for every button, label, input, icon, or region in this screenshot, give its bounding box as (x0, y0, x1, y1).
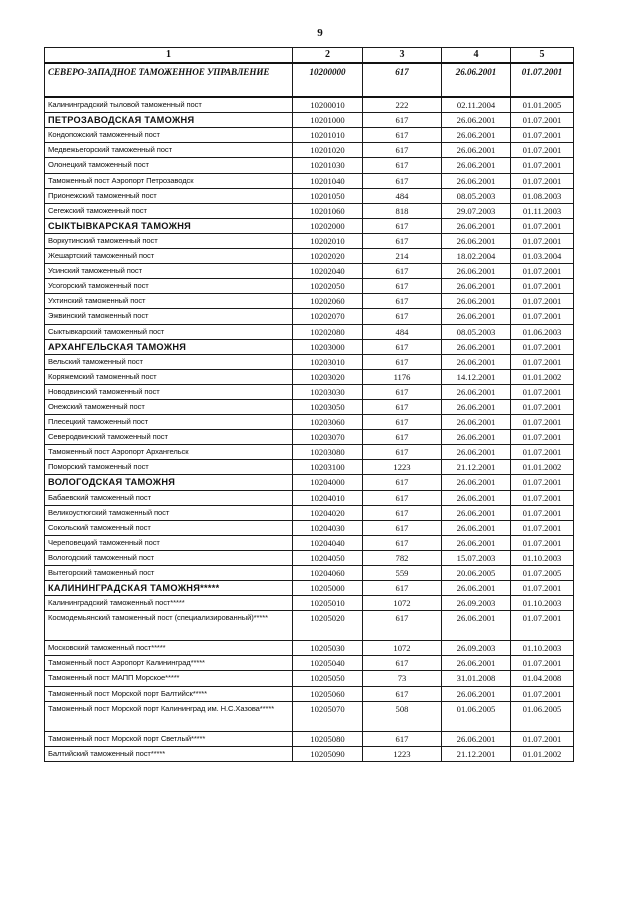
customs-posts-table (44, 47, 574, 762)
cell-start-date: 01.07.2001 (511, 218, 574, 233)
customs-post-row (45, 686, 574, 701)
customs-office-row (45, 475, 574, 490)
customs-post-row (45, 97, 574, 113)
cell-start-date: 01.07.2001 (511, 611, 574, 641)
cell-code: 10202050 (293, 279, 363, 294)
cell-name: Вытегорский таможенный пост (45, 566, 293, 581)
cell-order-number: 617 (363, 430, 442, 445)
cell-code: 10204060 (293, 566, 363, 581)
cell-name: Медвежьегорский таможенный пост (45, 143, 293, 158)
cell-order-number: 617 (363, 656, 442, 671)
cell-order-date: 26.06.2001 (442, 294, 511, 309)
cell-name: Усинский таможенный пост (45, 264, 293, 279)
cell-name: Олонецкий таможенный пост (45, 158, 293, 173)
cell-order-date: 26.06.2001 (442, 656, 511, 671)
cell-code: 10203100 (293, 460, 363, 475)
cell-code: 10204010 (293, 490, 363, 505)
cell-name: Новодвинский таможенный пост (45, 384, 293, 399)
cell-order-number: 1072 (363, 596, 442, 611)
cell-start-date: 01.07.2001 (511, 354, 574, 369)
cell-name: Балтийский таможенный пост***** (45, 746, 293, 761)
cell-order-number: 214 (363, 249, 442, 264)
cell-code: 10204030 (293, 520, 363, 535)
cell-order-date: 15.07.2003 (442, 550, 511, 565)
cell-name: КАЛИНИНГРАДСКАЯ ТАМОЖНЯ***** (45, 581, 293, 596)
cell-code: 10205040 (293, 656, 363, 671)
customs-post-row (45, 399, 574, 414)
cell-start-date: 01.07.2005 (511, 566, 574, 581)
cell-code: 10204050 (293, 550, 363, 565)
customs-post-row (45, 505, 574, 520)
cell-order-number: 617 (363, 475, 442, 490)
cell-name: Коряжемский таможенный пост (45, 369, 293, 384)
cell-name: АРХАНГЕЛЬСКАЯ ТАМОЖНЯ (45, 339, 293, 354)
cell-start-date: 01.01.2002 (511, 460, 574, 475)
cell-code: 10203020 (293, 369, 363, 384)
cell-order-date: 26.06.2001 (442, 505, 511, 520)
cell-order-date: 26.06.2001 (442, 218, 511, 233)
cell-start-date: 01.07.2001 (511, 158, 574, 173)
cell-name: Таможенный пост Аэропорт Калининград***** (45, 656, 293, 671)
customs-post-row (45, 369, 574, 384)
cell-order-number: 617 (363, 113, 442, 128)
cell-name: Эжвинский таможенный пост (45, 309, 293, 324)
cell-name: Калининградский тыловой таможенный пост (45, 97, 293, 113)
cell-order-number: 73 (363, 671, 442, 686)
cell-code: 10203060 (293, 415, 363, 430)
cell-order-number: 617 (363, 173, 442, 188)
cell-start-date: 01.07.2001 (511, 384, 574, 399)
cell-order-number: 617 (363, 218, 442, 233)
cell-order-date: 26.06.2001 (442, 158, 511, 173)
cell-order-date: 26.06.2001 (442, 339, 511, 354)
cell-order-number: 617 (363, 581, 442, 596)
cell-start-date: 01.01.2002 (511, 746, 574, 761)
cell-name: Усогорский таможенный пост (45, 279, 293, 294)
cell-order-number: 617 (363, 520, 442, 535)
cell-order-number: 484 (363, 188, 442, 203)
cell-order-date: 26.06.2001 (442, 384, 511, 399)
cell-start-date: 01.07.2001 (511, 279, 574, 294)
cell-order-number: 617 (363, 445, 442, 460)
cell-start-date: 01.07.2001 (511, 445, 574, 460)
customs-post-row (45, 173, 574, 188)
cell-name: Таможенный пост Морской порт Светлый***** (45, 731, 293, 746)
cell-start-date: 01.07.2001 (511, 143, 574, 158)
cell-name: Таможенный пост МАПП Морское***** (45, 671, 293, 686)
cell-order-date: 02.11.2004 (442, 97, 511, 113)
cell-start-date: 01.06.2005 (511, 701, 574, 731)
cell-order-date: 26.06.2001 (442, 354, 511, 369)
cell-start-date: 01.01.2002 (511, 369, 574, 384)
customs-post-row (45, 445, 574, 460)
cell-start-date: 01.10.2003 (511, 550, 574, 565)
customs-post-row (45, 158, 574, 173)
customs-post-row (45, 731, 574, 746)
cell-order-date: 26.06.2001 (442, 113, 511, 128)
cell-code: 10201030 (293, 158, 363, 173)
customs-post-row (45, 203, 574, 218)
customs-post-row (45, 535, 574, 550)
customs-post-row (45, 279, 574, 294)
cell-order-date: 26.06.2001 (442, 173, 511, 188)
cell-order-date: 26.06.2001 (442, 731, 511, 746)
cell-order-number: 617 (363, 535, 442, 550)
cell-start-date: 01.04.2008 (511, 671, 574, 686)
customs-post-row (45, 324, 574, 339)
cell-code: 10201010 (293, 128, 363, 143)
cell-start-date: 01.07.2001 (511, 294, 574, 309)
cell-name: Жешартский таможенный пост (45, 249, 293, 264)
cell-order-number: 617 (363, 339, 442, 354)
cell-order-number: 617 (363, 399, 442, 414)
cell-start-date: 01.07.2001 (511, 63, 574, 97)
cell-code: 10202020 (293, 249, 363, 264)
cell-code: 10202070 (293, 309, 363, 324)
cell-start-date: 01.07.2001 (511, 731, 574, 746)
cell-order-number: 222 (363, 97, 442, 113)
cell-start-date: 01.07.2001 (511, 399, 574, 414)
cell-start-date: 01.10.2003 (511, 596, 574, 611)
customs-office-row (45, 218, 574, 233)
cell-order-date: 26.06.2001 (442, 475, 511, 490)
customs-office-row (45, 113, 574, 128)
cell-order-date: 20.06.2005 (442, 566, 511, 581)
cell-code: 10204000 (293, 475, 363, 490)
cell-code: 10205000 (293, 581, 363, 596)
cell-start-date: 01.01.2005 (511, 97, 574, 113)
cell-order-date: 26.06.2001 (442, 279, 511, 294)
customs-post-row (45, 384, 574, 399)
cell-order-date: 26.06.2001 (442, 399, 511, 414)
cell-order-date: 31.01.2008 (442, 671, 511, 686)
cell-start-date: 01.07.2001 (511, 475, 574, 490)
cell-order-date: 26.06.2001 (442, 581, 511, 596)
cell-name: Сегежский таможенный пост (45, 203, 293, 218)
cell-order-date: 26.09.2003 (442, 596, 511, 611)
customs-post-row (45, 264, 574, 279)
cell-order-date: 26.06.2001 (442, 535, 511, 550)
customs-post-row (45, 550, 574, 565)
cell-code: 10202040 (293, 264, 363, 279)
cell-start-date: 01.07.2001 (511, 535, 574, 550)
cell-name: Космодемьянский таможенный пост (специализированный)***** (45, 611, 293, 641)
table-header-row (45, 48, 574, 64)
cell-name: Калининградский таможенный пост***** (45, 596, 293, 611)
cell-order-number: 617 (363, 63, 442, 97)
cell-code: 10200000 (293, 63, 363, 97)
customs-post-row (45, 233, 574, 248)
cell-order-date: 08.05.2003 (442, 324, 511, 339)
customs-post-row (45, 566, 574, 581)
customs-post-row (45, 520, 574, 535)
cell-order-number: 617 (363, 279, 442, 294)
cell-order-date: 26.06.2001 (442, 686, 511, 701)
cell-order-number: 617 (363, 264, 442, 279)
cell-order-date: 26.06.2001 (442, 309, 511, 324)
customs-post-row (45, 490, 574, 505)
cell-start-date: 01.10.2003 (511, 641, 574, 656)
cell-start-date: 01.07.2001 (511, 233, 574, 248)
customs-post-row (45, 701, 574, 731)
cell-order-date: 29.07.2003 (442, 203, 511, 218)
cell-order-number: 617 (363, 233, 442, 248)
cell-start-date: 01.07.2001 (511, 430, 574, 445)
customs-post-row (45, 656, 574, 671)
customs-post-row (45, 249, 574, 264)
cell-code: 10201040 (293, 173, 363, 188)
cell-name: Кондопожский таможенный пост (45, 128, 293, 143)
cell-code: 10205090 (293, 746, 363, 761)
cell-code: 10201020 (293, 143, 363, 158)
cell-start-date: 01.06.2003 (511, 324, 574, 339)
cell-code: 10203070 (293, 430, 363, 445)
cell-code: 10203000 (293, 339, 363, 354)
cell-start-date: 01.07.2001 (511, 264, 574, 279)
column-header-2: 2 (293, 48, 363, 64)
cell-order-date: 26.06.2001 (442, 415, 511, 430)
cell-code: 10202080 (293, 324, 363, 339)
cell-start-date: 01.07.2001 (511, 173, 574, 188)
cell-code: 10205060 (293, 686, 363, 701)
cell-start-date: 01.07.2001 (511, 339, 574, 354)
cell-name: Таможенный пост Аэропорт Архангельск (45, 445, 293, 460)
customs-post-row (45, 611, 574, 641)
cell-code: 10205080 (293, 731, 363, 746)
cell-code: 10205070 (293, 701, 363, 731)
cell-order-number: 617 (363, 611, 442, 641)
cell-order-number: 617 (363, 354, 442, 369)
cell-name: Ухтинский таможенный пост (45, 294, 293, 309)
cell-name: Таможенный пост Аэропорт Петрозаводск (45, 173, 293, 188)
cell-name: Сокольский таможенный пост (45, 520, 293, 535)
column-header-1: 1 (45, 48, 293, 64)
cell-name: Вельский таможенный пост (45, 354, 293, 369)
cell-order-date: 26.09.2003 (442, 641, 511, 656)
customs-post-row (45, 596, 574, 611)
cell-name: Московский таможенный пост***** (45, 641, 293, 656)
cell-order-number: 617 (363, 505, 442, 520)
cell-order-number: 617 (363, 143, 442, 158)
cell-code: 10205030 (293, 641, 363, 656)
cell-order-date: 26.06.2001 (442, 143, 511, 158)
cell-order-date: 26.06.2001 (442, 430, 511, 445)
cell-start-date: 01.07.2001 (511, 309, 574, 324)
cell-order-date: 26.06.2001 (442, 490, 511, 505)
cell-code: 10204040 (293, 535, 363, 550)
cell-code: 10205010 (293, 596, 363, 611)
cell-code: 10205020 (293, 611, 363, 641)
column-header-5: 5 (511, 48, 574, 64)
directorate-row (45, 63, 574, 97)
cell-name: Воркутинский таможенный пост (45, 233, 293, 248)
customs-office-row (45, 339, 574, 354)
cell-name: ПЕТРОЗАВОДСКАЯ ТАМОЖНЯ (45, 113, 293, 128)
cell-order-date: 26.06.2001 (442, 128, 511, 143)
cell-start-date: 01.07.2001 (511, 656, 574, 671)
cell-order-number: 559 (363, 566, 442, 581)
cell-order-number: 617 (363, 686, 442, 701)
cell-order-date: 01.06.2005 (442, 701, 511, 731)
customs-office-row (45, 581, 574, 596)
cell-code: 10203080 (293, 445, 363, 460)
cell-start-date: 01.07.2001 (511, 505, 574, 520)
cell-order-number: 484 (363, 324, 442, 339)
column-header-3: 3 (363, 48, 442, 64)
customs-post-row (45, 671, 574, 686)
cell-order-number: 1072 (363, 641, 442, 656)
cell-order-number: 508 (363, 701, 442, 731)
cell-order-number: 782 (363, 550, 442, 565)
cell-code: 10202010 (293, 233, 363, 248)
cell-order-date: 26.06.2001 (442, 233, 511, 248)
cell-order-number: 1176 (363, 369, 442, 384)
cell-order-date: 18.02.2004 (442, 249, 511, 264)
cell-code: 10202060 (293, 294, 363, 309)
cell-code: 10205050 (293, 671, 363, 686)
customs-post-row (45, 415, 574, 430)
customs-post-row (45, 143, 574, 158)
cell-order-number: 1223 (363, 746, 442, 761)
cell-start-date: 01.07.2001 (511, 415, 574, 430)
cell-name: Сыктывкарский таможенный пост (45, 324, 293, 339)
cell-order-number: 617 (363, 294, 442, 309)
cell-code: 10203030 (293, 384, 363, 399)
cell-name: Прионежский таможенный пост (45, 188, 293, 203)
cell-order-date: 26.06.2001 (442, 63, 511, 97)
cell-name: Вологодский таможенный пост (45, 550, 293, 565)
cell-code: 10201050 (293, 188, 363, 203)
cell-code: 10203010 (293, 354, 363, 369)
cell-order-date: 26.06.2001 (442, 264, 511, 279)
cell-start-date: 01.03.2004 (511, 249, 574, 264)
cell-code: 10204020 (293, 505, 363, 520)
cell-name: Таможенный пост Морской порт Балтийск***** (45, 686, 293, 701)
cell-order-number: 617 (363, 158, 442, 173)
cell-order-number: 617 (363, 415, 442, 430)
cell-name: СЕВЕРО-ЗАПАДНОЕ ТАМОЖЕННОЕ УПРАВЛЕНИЕ (45, 63, 293, 97)
cell-order-date: 08.05.2003 (442, 188, 511, 203)
cell-order-date: 26.06.2001 (442, 445, 511, 460)
cell-order-date: 26.06.2001 (442, 520, 511, 535)
customs-post-row (45, 430, 574, 445)
cell-start-date: 01.11.2003 (511, 203, 574, 218)
cell-order-number: 818 (363, 203, 442, 218)
customs-post-row (45, 460, 574, 475)
cell-name: Поморский таможенный пост (45, 460, 293, 475)
cell-code: 10201060 (293, 203, 363, 218)
cell-name: Плесецкий таможенный пост (45, 415, 293, 430)
column-header-4: 4 (442, 48, 511, 64)
cell-order-number: 617 (363, 490, 442, 505)
cell-name: Бабаевский таможенный пост (45, 490, 293, 505)
customs-post-row (45, 354, 574, 369)
cell-name: Череповецкий таможенный пост (45, 535, 293, 550)
cell-name: СЫКТЫВКАРСКАЯ ТАМОЖНЯ (45, 218, 293, 233)
cell-order-number: 617 (363, 309, 442, 324)
customs-post-row (45, 128, 574, 143)
page-number: 9 (317, 27, 323, 39)
customs-post-row (45, 746, 574, 761)
cell-name: Великоустюгский таможенный пост (45, 505, 293, 520)
cell-code: 10200010 (293, 97, 363, 113)
cell-code: 10201000 (293, 113, 363, 128)
cell-code: 10203050 (293, 399, 363, 414)
cell-start-date: 01.07.2001 (511, 686, 574, 701)
cell-start-date: 01.07.2001 (511, 520, 574, 535)
customs-post-row (45, 188, 574, 203)
cell-name: ВОЛОГОДСКАЯ ТАМОЖНЯ (45, 475, 293, 490)
cell-order-number: 1223 (363, 460, 442, 475)
customs-post-row (45, 641, 574, 656)
cell-start-date: 01.07.2001 (511, 490, 574, 505)
cell-name: Онежский таможенный пост (45, 399, 293, 414)
cell-order-number: 617 (363, 384, 442, 399)
cell-order-number: 617 (363, 731, 442, 746)
cell-start-date: 01.07.2001 (511, 581, 574, 596)
cell-order-date: 14.12.2001 (442, 369, 511, 384)
cell-name: Таможенный пост Морской порт Калининград им. Н.С.Хазова***** (45, 701, 293, 731)
cell-code: 10202000 (293, 218, 363, 233)
cell-start-date: 01.07.2001 (511, 113, 574, 128)
cell-name: Северодвинский таможенный пост (45, 430, 293, 445)
cell-start-date: 01.08.2003 (511, 188, 574, 203)
cell-start-date: 01.07.2001 (511, 128, 574, 143)
cell-order-date: 21.12.2001 (442, 460, 511, 475)
cell-order-date: 21.12.2001 (442, 746, 511, 761)
cell-order-date: 26.06.2001 (442, 611, 511, 641)
customs-post-row (45, 294, 574, 309)
customs-post-row (45, 309, 574, 324)
cell-order-number: 617 (363, 128, 442, 143)
